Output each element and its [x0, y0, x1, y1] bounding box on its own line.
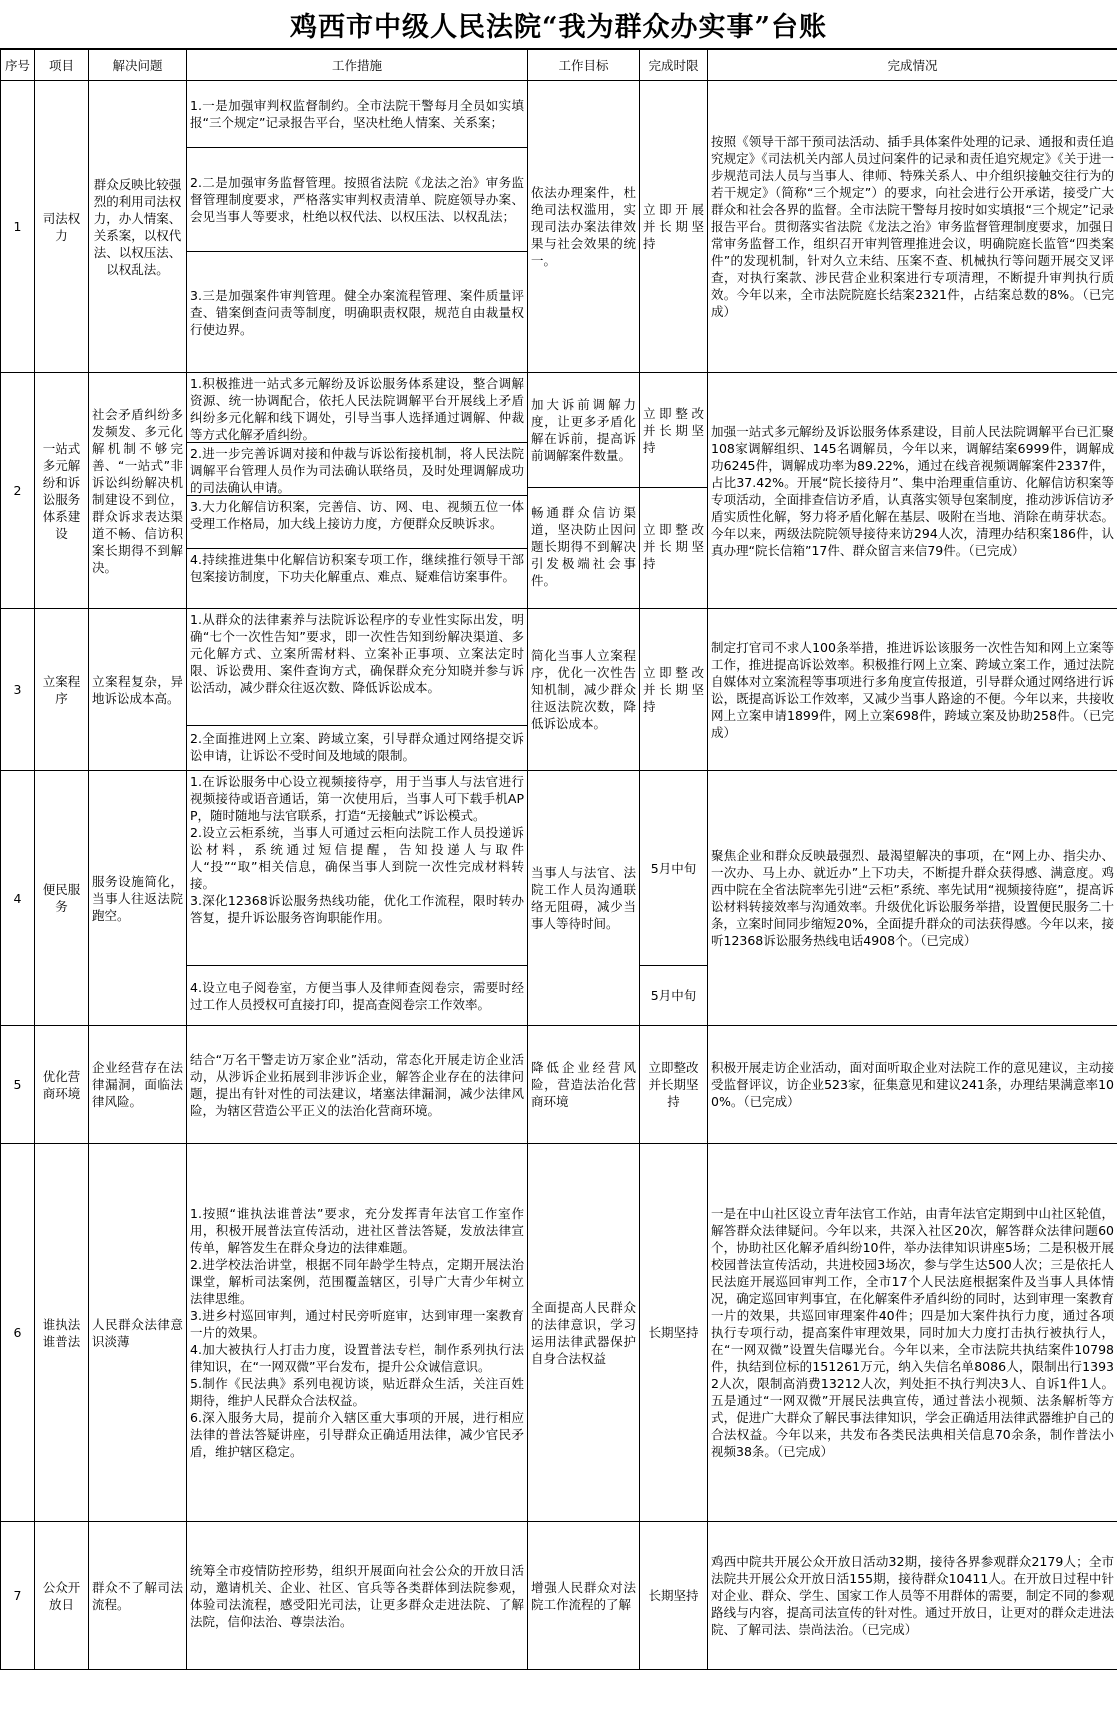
- measure-item: 4.设立电子阅卷室，方便当事人及律师查阅卷宗，需要时经过工作人员授权可直接打印，提高查阅卷宗工作效率。: [190, 979, 524, 1012]
- header-status: 完成情况: [708, 50, 1117, 81]
- row-measures: [187, 373, 528, 609]
- row-goal: 增强人民群众对法院工作流程的了解: [528, 1522, 640, 1670]
- row-problem: 群众不了解司法流程。: [89, 1522, 187, 1670]
- row-deadline: 立即开展并长期坚持: [640, 81, 708, 373]
- row-status: 制定打官司不求人100条举措，推进诉讼该服务一次性告知和网上立案等工作，推进提高诉讼效率。积极推行网上立案、跨域立案工作，通过法院自媒体对立案流程等事项进行多角度宣传报道，引导群众通过网络进行诉讼，既提高诉讼工作效率，又减少当事人路途的不便。今年以来，共接收网上立案申请1899件，网上立案698件，跨域立案及协助258件。（已完成）: [708, 609, 1117, 771]
- row-problem: 企业经营存在法律漏洞，面临法律风险。: [89, 1026, 187, 1144]
- row-status: 鸡西中院共开展公众开放日活动32期，接待各界参观群众2179人；全市法院共开展公众开放日活155期，接待群众10411人。在开放日过程中针对企业、群众、学生、国家工作人员等不用群体的需要，制定不同的参观路线与内容，提高司法宣传的针对性。通过开放日，让更对的群众走进法院、了解司法、崇尚法治。（已完成）: [708, 1522, 1117, 1670]
- row-goal: 依法办理案件，杜绝司法权滥用，实现司法办案法律效果与社会效果的统一。: [528, 81, 640, 373]
- row-measures: [187, 771, 528, 1026]
- row-deadlines: [640, 771, 708, 1026]
- measure-item: 1.一是加强审判权监督制约。全市法院干警每月全员如实填报“三个规定”记录报告平台，坚决杜绝人情案、关系案；: [187, 81, 527, 148]
- measure-item: 1.积极推进一站式多元解纷及诉讼服务体系建设，整合调解资源、统一协调配合，依托人民法院调解平台开展线上矛盾纠纷多元化解和线下调处，引导当事人选择通过调解、仲裁等方式化解矛盾纠纷。: [187, 373, 527, 443]
- ledger-table: [0, 49, 1117, 1670]
- row-status: 积极开展走访企业活动，面对面听取企业对法院工作的意见建议，主动接受监督评议，访企业523家，征集意见和建议241条，办理结果满意率100%。（已完成）: [708, 1026, 1117, 1144]
- row-deadline: 立即整改并长期坚持: [640, 609, 708, 771]
- row-status: 按照《领导干部干预司法活动、插手具体案件处理的记录、通报和责任追究规定》《司法机关内部人员过问案件的记录和责任追究规定》《关于进一步规范司法人员与当事人、律师、特殊关系人、中介组织接触交往行为的若干规定》（简称“三个规定”）的要求，向社会进行公开承诺，接受广大群众和社会各界的监督。全市法院干警每月按时如实填报“三个规定”记录报告平台。贯彻落实省法院《龙法之治》审务监督管理制度要求，加强日常审务监督工作，组织召开审判管理推进会议，明确院庭长监管“四类案件”的发现机制，针对久立未结、压案不查、机械执行等问题开展交叉评查，对执行案款、涉民营企业积案进行专项清理，不断提升审判执行质效。今年以来，全市法院院庭长结案2321件，占结案总数的8%。（已完成）: [708, 81, 1117, 373]
- row-problem: 群众反映比较强烈的利用司法权力，办人情案、关系案，以权代法、以权压法、以权乱法。: [89, 81, 187, 373]
- table-row: [1, 373, 1117, 609]
- goal-item: 畅通群众信访渠道，坚决防止因问题长期得不到解决引发极端社会事件。: [531, 504, 636, 588]
- row-deadline: 长期坚持: [640, 1522, 708, 1670]
- measure-item: 3.大力化解信访积案，完善信、访、网、电、视频五位一体受理工作格局，加大线上接访力度，方便群众反映诉求。: [187, 496, 527, 549]
- row-measures: 1.按照“谁执法谁普法”要求，充分发挥青年法官工作室作用，积极开展普法宣传活动，进社区普法答疑，发放法律宣传单，解答发生在群众身边的法律难题。 2.进学校法治讲堂，根据不同年龄学生特点，定期开展法治课堂，解析司法案例，范围覆盖辖区，引导广大青少年树立法律思维。 3.进乡村巡回审判，通过村民旁听庭审，达到审理一案教育一片的效果。 4.加大被执行人打击力度，设置普法专栏，制作系列执行法律知识，在“一网双微”平台发布，提升公众诚信意识。 5.制作《民法典》系列电视访谈，贴近群众生活，关注百姓期待，维护人民群众合法权益。 6.深入服务大局，提前介入辖区重大事项的开展，进行相应法律的普法答疑讲座，引导群众正确适用法律，减少官民矛盾，维护辖区稳定。: [187, 1144, 528, 1522]
- row-goal: 全面提高人民群众的法律意识，学习运用法律武器保护自身合法权益: [528, 1144, 640, 1522]
- row-item: 一站式多元解纷和诉讼服务体系建设: [35, 373, 89, 609]
- measure-item: 3.三是加强案件审判管理。健全办案流程管理、案件质量评查、错案倒查问责等制度，明确职责权限，规范自由裁量权行使边界。: [190, 287, 524, 337]
- page-title: 鸡西市中级人民法院“我为群众办实事”台账: [0, 0, 1117, 49]
- row-measures: 结合“万名干警走访万家企业”活动，常态化开展走访企业活动，从涉诉企业拓展到非涉诉企业，解答企业存在的法律问题，提出有针对性的司法建议，堵塞法律漏洞，减少法律风险，为辖区营造公平正义的法治化营商环境。: [187, 1026, 528, 1144]
- row-seq: 6: [1, 1144, 35, 1522]
- measure-item: 1.在诉讼服务中心设立视频接待亭，用于当事人与法官进行视频接待或语音通话，第一次使用后，当事人可下载手机APP，随时随地与法官联系，打造“无接触式”诉讼模式。 2.设立云柜系统，当事人可通过云柜向法院工作人员投递诉讼材料，系统通过短信提醒，告知投递人与取件人“投”“取”相关信息，确保当事人到院一次性完成材料转接。 3.深化12368诉讼服务热线功能，优化工作流程，限时转办答复，提升诉讼服务咨询职能作用。: [187, 771, 527, 966]
- deadline-item: 立即整改并长期坚持: [643, 521, 704, 571]
- goal-item: 加大诉前调解力度，让更多矛盾化解在诉前，提高诉前调解案件数量。: [528, 373, 639, 488]
- header-seq: 序号: [1, 50, 35, 81]
- table-row: [1, 771, 1117, 1026]
- measure-item: 2.进一步完善诉调对接和仲裁与诉讼衔接机制，将人民法院调解平台管理人员作为司法确认联络员，及时处理调解成功的司法确认申请。: [187, 443, 527, 496]
- header-goal: 工作目标: [528, 50, 640, 81]
- row-status: 聚焦企业和群众反映最强烈、最渴望解决的事项，在“网上办、指尖办、一次办、马上办、就近办”上下功夫，不断提升群众获得感、满意度。鸡西中院在全省法院率先引进“云柜”系统、率先试用“视频接待庭”，提高诉讼材料转接效率与沟通效率。升级优化诉讼服务举措，设置便民服务二十条，立案时间同步缩短20%，全面提升群众的司法获得感。今年以来，接听12368诉讼服务热线电话4908个。（已完成）: [708, 771, 1117, 1026]
- measure-item: 4.持续推进集中化解信访积案专项工作，继续推行领导干部包案接访制度，下功夫化解重点、难点、疑难信访案事件。: [190, 552, 524, 584]
- row-seq: 1: [1, 81, 35, 373]
- row-item: 公众开放日: [35, 1522, 89, 1670]
- row-item: 谁执法谁普法: [35, 1144, 89, 1522]
- row-seq: 7: [1, 1522, 35, 1670]
- row-problem: 立案程复杂，异地诉讼成本高。: [89, 609, 187, 771]
- row-seq: 3: [1, 609, 35, 771]
- row-item: 优化营商环境: [35, 1026, 89, 1144]
- row-item: 便民服务: [35, 771, 89, 1026]
- row-goal: 当事人与法官、法院工作人员沟通联络无阻碍，减少当事人等待时间。: [528, 771, 640, 1026]
- row-deadline: 长期坚持: [640, 1144, 708, 1522]
- measure-item: 1.从群众的法律素养与法院诉讼程序的专业性实际出发，明确“七个一次性告知”要求，即一次性告知到纷解决渠道、多元化解方式、立案所需材料、立案补正事项、立案法定时限、诉讼费用、案件查询方式，确保群众充分知晓并参与诉讼活动，减少群众往返次数、降低诉讼成本。: [187, 609, 527, 726]
- table-row: [1, 1522, 1117, 1670]
- row-item: 立案程序: [35, 609, 89, 771]
- row-seq: 2: [1, 373, 35, 609]
- row-status: 一是在中山社区设立青年法官工作站，由青年法官定期到中山社区轮值，解答群众法律疑问。今年以来，共深入社区20次，解答群众法律问题60个，协助社区化解矛盾纠纷10件，举办法律知识讲座5场；二是积极开展校园普法宣传活动，共进校园3场次，参与学生达500人次；三是依托人民法庭开展巡回审判工作，全市17个人民法庭根据案件及当事人具体情况，确定巡回审判事宜，在化解案件矛盾纠纷的同时，达到审理一案教育一片的效果，共巡回审理案件40件；四是加大案件执行力度，通过各项执行专项行动，提高案件审理效果，同时加大力度打击执行被执行人，在“一网双微”设置失信曝光台。今年以来，全市法院共执结案件10798件，执结到位标的151261万元，纳入失信名单8086人，限制出行13932人次，限制高消费13212人次，判处拒不执行判决3人、自诉1件1人。五是通过“一网双微”开展民法典宣传，通过普法小视频、法条解析等方式，促进广大群众了解民事法律知识，学会正确适用法律武器维护自己的合法权益。今年以来，共发布各类民法典相关信息70余条，制作普法小视频38条。（已完成）: [708, 1144, 1117, 1522]
- header-deadline: 完成时限: [640, 50, 708, 81]
- measure-item: 2.全面推进网上立案、跨域立案，引导群众通过网络提交诉讼申请，让诉讼不受时间及地域的限制。: [190, 731, 524, 763]
- row-goal: 降低企业经营风险，营造法治化营商环境: [528, 1026, 640, 1144]
- row-status: 加强一站式多元解纷及诉讼服务体系建设，目前人民法院调解平台已汇聚108家调解组织、145名调解员，今年以来，调解结案6999件，调解成功6245件，调解成功率为89.22%，通过在线音视频调解案件2337件，占比37.42%。开展“院长接待月”、集中治理重信重访、化解信访积案等专项活动，全面排查信访矛盾，认真落实领导包案制度，推动涉诉信访矛盾实质性化解，努力将矛盾化解在基层、吸附在当地、消除在萌芽状态。今年以来，两级法院院领导接待来访294人次，清理办结积案186件，认真办理“院长信箱”17件、群众留言来信79件。（已完成）: [708, 373, 1117, 609]
- deadline-item: 5月中旬: [640, 771, 707, 966]
- row-problem: 社会矛盾纠纷多发频发、多元化解机制不够完善、“一站式”非诉讼纠纷解决机制建设不到位，群众诉求表达渠道不畅、信访积案长期得不到解决。: [89, 373, 187, 609]
- row-measures: [187, 609, 528, 771]
- table-row: [1, 81, 1117, 373]
- row-problem: 人民群众法律意识淡薄: [89, 1144, 187, 1522]
- table-row: [1, 1144, 1117, 1522]
- row-seq: 5: [1, 1026, 35, 1144]
- header-problem: 解决问题: [89, 50, 187, 81]
- table-row: [1, 1026, 1117, 1144]
- row-item: 司法权力: [35, 81, 89, 373]
- row-goal: 简化当事人立案程序，优化一次性告知机制，减少群众往返法院次数，降低诉讼成本。: [528, 609, 640, 771]
- row-deadlines: [640, 373, 708, 609]
- header-measures: 工作措施: [187, 50, 528, 81]
- table-row: [1, 609, 1117, 771]
- row-measures: 统筹全市疫情防控形势，组织开展面向社会公众的开放日活动，邀请机关、企业、社区、官兵等各类群体到法院参观，体验司法流程，感受阳光司法，让更多群众走进法院、了解法院，信仰法治、尊崇法治。: [187, 1522, 528, 1670]
- row-measures: [187, 81, 528, 373]
- deadline-item: 立即整改并长期坚持: [640, 373, 707, 488]
- header-row: [1, 50, 1117, 81]
- row-seq: 4: [1, 771, 35, 1026]
- row-deadline: 立即整改并长期坚持: [640, 1026, 708, 1144]
- header-item: 项目: [35, 50, 89, 81]
- row-problem: 服务设施简化，当事人往返法院跑空。: [89, 771, 187, 1026]
- row-goals: [528, 373, 640, 609]
- deadline-item: 5月中旬: [650, 988, 697, 1003]
- measure-item: 2.二是加强审务监督管理。按照省法院《龙法之治》审务监督管理制度要求，严格落实审判权责清单、院庭领导办案、会见当事人等要求，杜绝以权代法、以权压法、以权乱法；: [187, 148, 527, 252]
